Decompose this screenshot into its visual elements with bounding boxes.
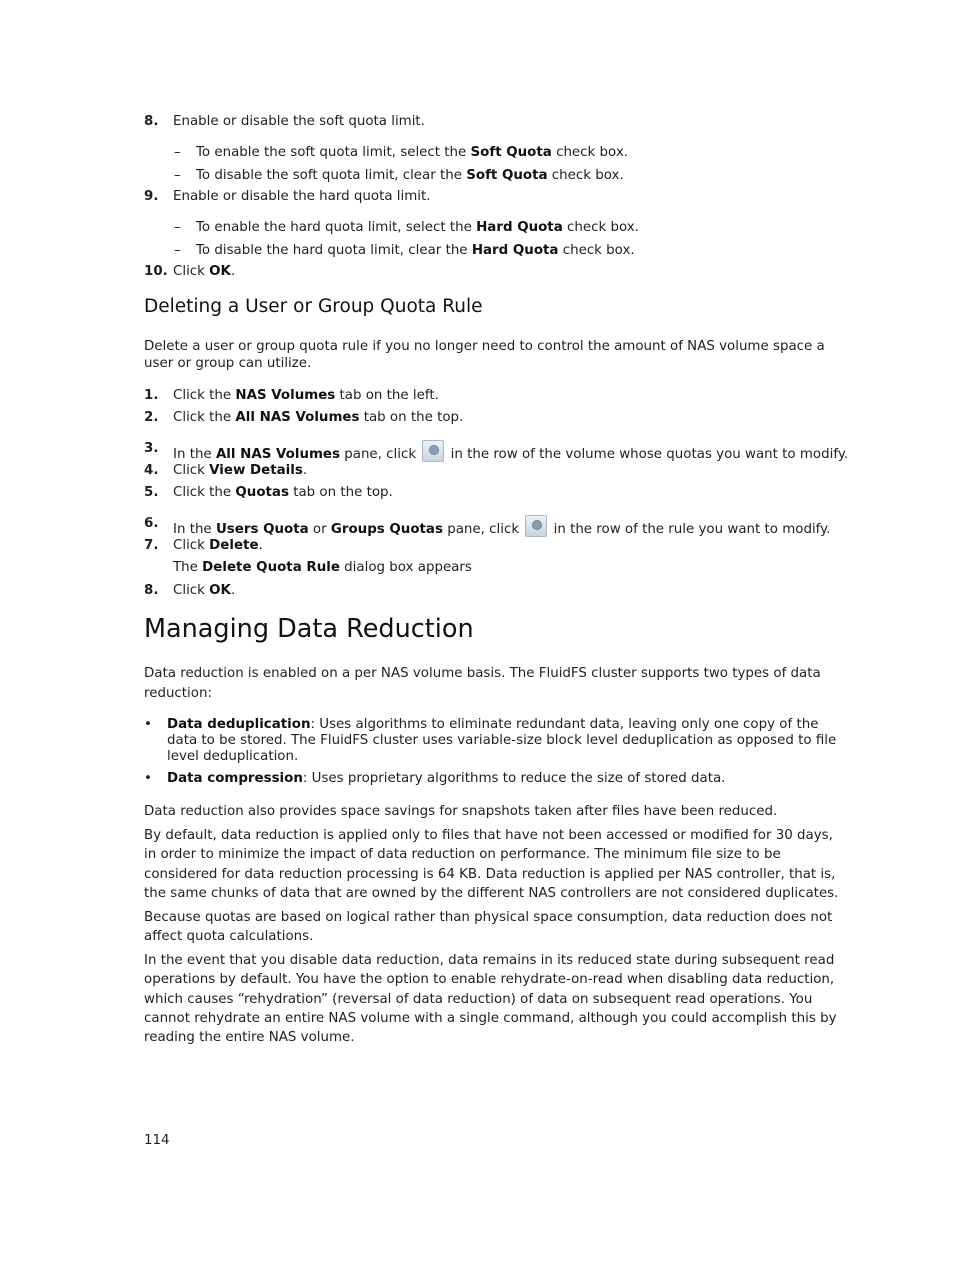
section-intro: Data reduction is enabled on a per NAS volume basis. The FluidFS cluster supports two types of data reduction: (144, 666, 821, 701)
step-text: Enable or disable the soft quota limit. (173, 114, 425, 129)
sub-step: To enable the hard quota limit, select the Hard Quota check box. (196, 220, 639, 235)
step-number: 2. (144, 410, 159, 425)
dash: – (174, 145, 181, 160)
step-text: Click OK. (173, 583, 236, 598)
step-number: 8. (144, 583, 159, 598)
step-text: Click View Details. (173, 463, 308, 478)
list-item: Data compression: Uses proprietary algorithms to reduce the size of stored data. (167, 771, 726, 786)
section-intro: Delete a user or group quota rule if you no longer need to control the amount of NAS volume space a user or group can utilize. (144, 339, 825, 371)
paragraph: Because quotas are based on logical rather than physical space consumption, data reduction does not affect quota calculations. (144, 910, 833, 945)
step-note: The Delete Quota Rule dialog box appears (173, 560, 472, 575)
step-text: Click the Quotas tab on the top. (173, 485, 393, 500)
step-number: 5. (144, 485, 159, 500)
paragraph: In the event that you disable data reduction, data remains in its reduced state during subsequent read operations by default. You have the option to enable rehydrate-on-read when disabling data reduction, which causes “rehydration” (reversal of data reduction) of data on subsequent read operations. You cannot rehydrate an entire NAS volume with a single command, although you could accomplish this by reading the entire NAS volume. (144, 953, 837, 1046)
paragraph: Data reduction also provides space savings for snapshots taken after files have been reduced. (144, 804, 778, 819)
paragraph: By default, data reduction is applied only to files that have not been accessed or modified for 30 days, in order to minimize the impact of data reduction on performance. The minimum file size to be considered for data reduction processing is 64 KB. Data reduction is applied per NAS controller, that is, the same chunks of data that are owned by the different NAS controllers are not considered duplicates. (144, 828, 839, 901)
sub-step: To disable the hard quota limit, clear the Hard Quota check box. (196, 243, 635, 258)
dash: – (174, 168, 181, 183)
sub-step: To disable the soft quota limit, clear the Soft Quota check box. (196, 168, 624, 183)
step-text: Click OK. (173, 264, 236, 279)
settings-icon (422, 440, 444, 462)
step-number: 1. (144, 388, 159, 403)
settings-icon (525, 515, 547, 537)
step-number: 3. (144, 441, 159, 456)
sub-step: To enable the soft quota limit, select the Soft Quota check box. (196, 145, 629, 160)
step-number: 6. (144, 516, 159, 531)
bullet-icon: • (144, 717, 152, 732)
step-number: 4. (144, 463, 159, 478)
bullet-icon: • (144, 771, 152, 786)
dash: – (174, 243, 181, 258)
list-item: Data deduplication: Uses algorithms to eliminate redundant data, leaving only one copy of the data to be stored. The FluidFS cluster uses variable-size block level deduplication as opposed to file level deduplication. (167, 717, 837, 764)
step-number: 9. (144, 189, 159, 204)
step-text: Click the NAS Volumes tab on the left. (173, 388, 439, 403)
step-number: 8. (144, 114, 159, 129)
step-number: 7. (144, 538, 159, 553)
step-text: Enable or disable the hard quota limit. (173, 189, 431, 204)
dash: – (174, 220, 181, 235)
step-text: Click the All NAS Volumes tab on the top. (173, 410, 464, 425)
step-number: 10. (144, 264, 168, 279)
step-text: Click Delete. (173, 538, 263, 553)
step-text: In the All NAS Volumes pane, click in the row of the volume whose quotas you want to modify. (173, 440, 848, 464)
page-number: 114 (144, 1133, 170, 1148)
section-heading-delete-quota-rule: Deleting a User or Group Quota Rule (144, 296, 483, 317)
section-heading-data-reduction: Managing Data Reduction (144, 614, 474, 644)
step-text: In the Users Quota or Groups Quotas pane, click in the row of the rule you want to modify. (173, 515, 830, 539)
